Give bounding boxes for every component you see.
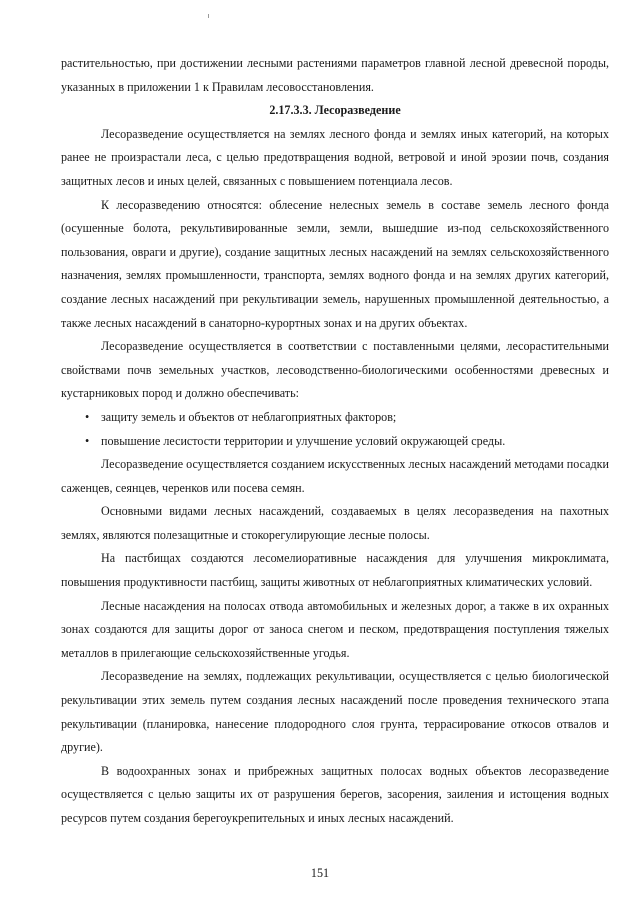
scan-mark: [208, 14, 209, 18]
bullet-item: [61, 406, 609, 430]
section-heading: 2.17.3.3. Лесоразведение: [269, 103, 401, 118]
paragraph-4: Лесоразведение осуществляется созданием искусственных лесных насаждений методами посадки саженцев, сеянцев, черенков или посева семян.: [61, 457, 609, 495]
paragraph-7: Лесные насаждения на полосах отвода автомобильных и железных дорог, а также в их охранных зонах создаются для защиты дорог от заноса снегом и песком, предотвращения поступления тяжелых металлов в прилегающие сельскохозяйственные угодья.: [61, 598, 609, 660]
continuation-paragraph: растительностью, при достижении лесными растениями параметров главной лесной древесной породы, указанных в приложении 1 к Правилам лесовосстановления.: [61, 56, 609, 94]
bullet-item: [61, 430, 609, 454]
bullet-text: повышение лесистости территории и улучшение условий окружающей среды.: [101, 433, 506, 448]
bullet-icon: •: [85, 409, 90, 424]
document-page: [61, 52, 609, 831]
paragraph-3: Лесоразведение осуществляется в соответствии с поставленными целями, лесорастительными свойствами почв земельных участков, лесоводственно-биологическими особенностями древесных и кустарниковых пород и должно обеспечивать:: [61, 339, 609, 401]
paragraph-1: Лесоразведение осуществляется на землях лесного фонда и землях иных категорий, на которых ранее не произрастали леса, с целью предотвращения водной, ветровой и иной эрозии почв, создания защитных лесов и иных целей, связанных с повышением потенциала лесов.: [61, 126, 609, 188]
paragraph-9: В водоохранных зонах и прибрежных защитных полосах водных объектов лесоразведение осуществляется с целью защиты их от разрушения берегов, засорения, заиления и истощения водных ресурсов путем создания берегоукрепительных и иных лесных насаждений.: [61, 763, 609, 825]
paragraph-5: Основными видами лесных насаждений, создаваемых в целях лесоразведения на пахотных землях, являются полезащитные и стокорегулирующие лесные полосы.: [61, 504, 609, 542]
paragraph-2: К лесоразведению относятся: облесение нелесных земель в составе земель лесного фонда (осушенные болота, рекультивированные земли, земли, вышедшие из-под сельскохозяйственного пользования, овраги и другие), создание защитных лесных насаждений на землях сельскохозяйственного назначения, землях промышленности, транспорта, землях водного фонда и на землях других категорий, создание лесных насаждений при рекультивации земель, нарушенных промышленной деятельностью, а также лесных насаждений в санаторно-курортных зонах и на других объектах.: [61, 197, 609, 330]
bullet-list: [61, 406, 609, 453]
paragraph-8: Лесоразведение на землях, подлежащих рекультивации, осуществляется с целью биологической рекультивации этих земель путем создания лесных насаждений после проведения технического этапа рекультивации (планировка, нанесение плодородного слоя грунта, террасирование откосов отвалов и другие).: [61, 669, 609, 755]
page-number: 151: [310, 866, 330, 880]
bullet-icon: •: [85, 433, 90, 448]
paragraph-6: На пастбищах создаются лесомелиоративные насаждения для улучшения микроклимата, повышения продуктивности пастбищ, защиты животных от неблагоприятных климатических условий.: [61, 551, 609, 590]
bullet-text: защиту земель и объектов от неблагоприятных факторов;: [101, 409, 397, 424]
